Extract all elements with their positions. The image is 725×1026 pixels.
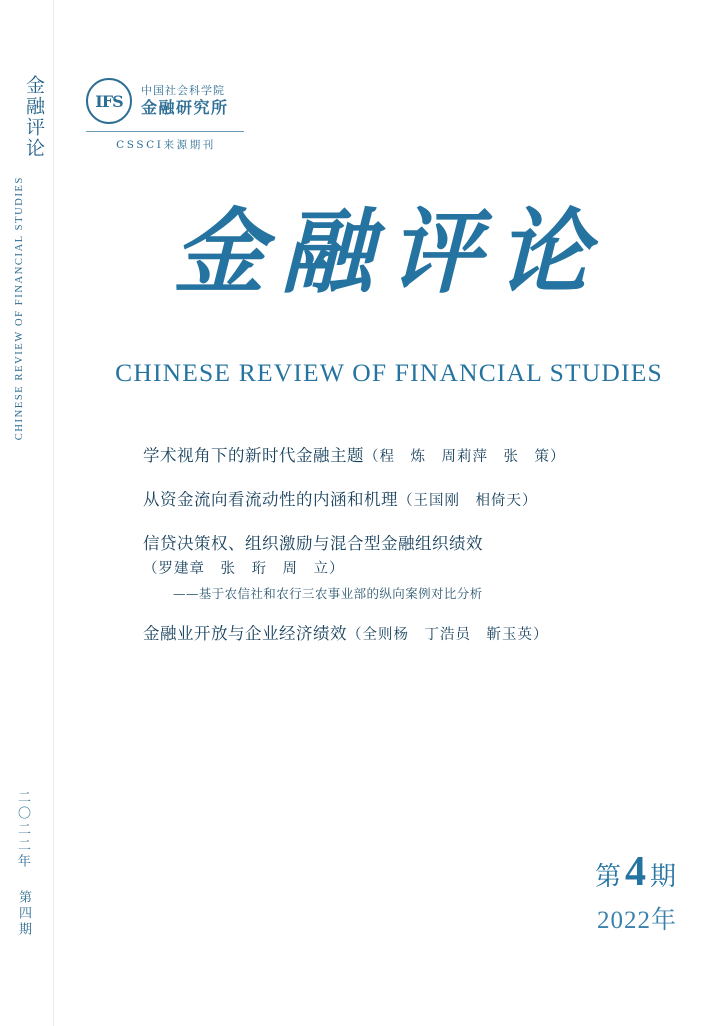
spine-english-title: CHINESE REVIEW OF FINANCIAL STUDIES xyxy=(14,176,25,441)
spine-strip xyxy=(0,0,54,1026)
publisher-block xyxy=(86,78,246,152)
institute-parent-name: 中国社会科学院 xyxy=(141,83,225,97)
article-line xyxy=(143,444,683,468)
issue-block xyxy=(595,848,677,936)
institute-logo-icon: IFS xyxy=(86,78,132,124)
contents-list xyxy=(143,444,683,666)
institute-name: 金融研究所 xyxy=(141,97,229,117)
issue-number: 4 xyxy=(624,849,647,895)
page-title-english: CHINESE REVIEW OF FINANCIAL STUDIES xyxy=(115,358,663,387)
issue-suffix: 期 xyxy=(649,862,677,892)
list-item[interactable] xyxy=(143,532,683,602)
issue-prefix: 第 xyxy=(594,862,622,892)
issue-number-line xyxy=(595,848,677,896)
article-title: 信贷决策权、组织激励与混合型金融组织绩效 xyxy=(143,534,483,554)
spine-year: 二〇二二年 xyxy=(16,790,31,870)
cssci-badge: CSSCI来源期刊 xyxy=(116,139,216,151)
article-line xyxy=(143,488,683,512)
list-item[interactable] xyxy=(143,444,683,468)
publisher-names xyxy=(141,85,229,117)
article-line xyxy=(143,622,683,646)
article-authors: （全则杨 丁浩员 靳玉英） xyxy=(347,626,549,643)
article-title: 学术视角下的新时代金融主题 xyxy=(143,446,364,465)
article-subtitle: ——基于农信社和农行三农事业部的纵向案例对比分析 xyxy=(173,585,483,601)
spine-title: 金融评论 xyxy=(23,75,45,159)
page-title: 金融评论 xyxy=(172,198,605,306)
list-item[interactable] xyxy=(143,622,683,646)
issue-year: 2022年 xyxy=(596,907,677,934)
publisher-divider xyxy=(86,131,244,132)
publisher-row xyxy=(86,78,246,124)
spine-issue: 第四期 xyxy=(17,890,32,938)
article-authors: （王国刚 相倚天） xyxy=(398,493,538,510)
article-title: 金融业开放与企业经济绩效 xyxy=(143,623,347,643)
article-authors: （罗建章 张 珩 周 立） xyxy=(143,560,345,577)
article-title: 从资金流向看流动性的内涵和机理 xyxy=(143,490,398,510)
list-item[interactable] xyxy=(143,488,683,512)
article-authors: （程 炼 周莉萍 张 策） xyxy=(364,449,566,465)
article-line xyxy=(143,532,683,580)
